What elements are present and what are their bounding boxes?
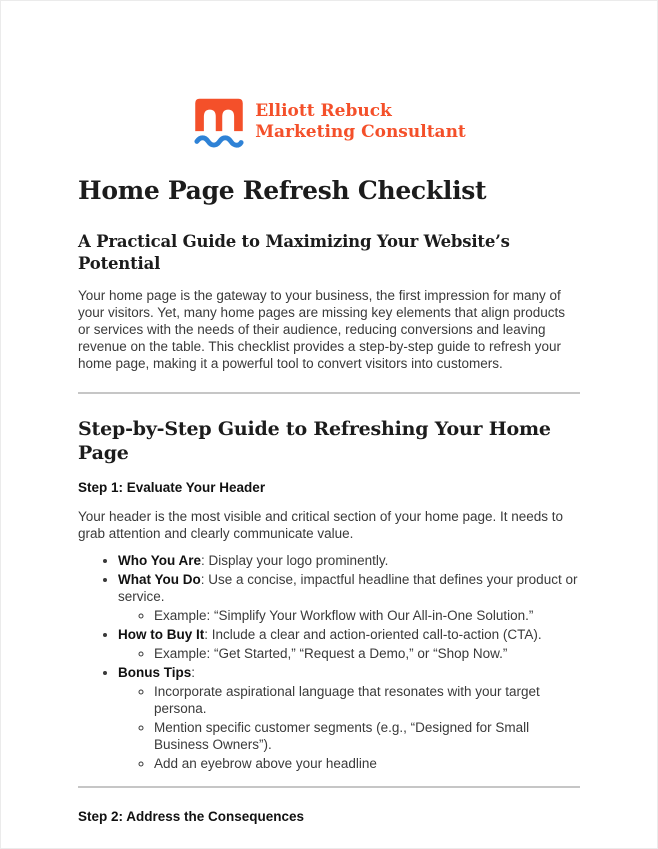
bullet-text: : Include a clear and action-oriented call-to-action (CTA). [204, 627, 542, 642]
brand-name [255, 101, 466, 143]
step1-bullet-list [78, 552, 580, 772]
sub-list [118, 607, 580, 624]
bullet-lead: What You Do [118, 572, 201, 587]
section-divider-2 [78, 786, 580, 788]
sub-list-item: ◦ Example: “Simplify Your Workflow with Our All-in-One Solution.” [154, 607, 580, 624]
sub-list-item: ◦ Example: “Get Started,” “Request a Demo,” or “Shop Now.” [154, 645, 580, 662]
bullet-lead: Bonus Tips [118, 665, 192, 680]
intro-paragraph: Your home page is the gateway to your business, the first impression for many of your visitors. Yet, many home pages are missing key elements that align products or services with the needs of their audience, reducing conversions and leaving revenue on the table. This checklist provides a step-by-step guide to refresh your home page, making it a powerful tool to convert visitors into customers. [78, 288, 565, 371]
brand-header [1, 95, 657, 149]
brand-name-line2: Marketing Consultant [255, 122, 466, 142]
sub-list-item: ◦ Incorporate aspirational language that resonates with your target persona. [154, 683, 580, 717]
step1-heading: Step 1: Evaluate Your Header [78, 480, 266, 495]
sub-list [118, 683, 580, 772]
section-heading: Step-by-Step Guide to Refreshing Your Home Page [78, 418, 551, 464]
brand-name-line1: Elliott Rebuck [255, 101, 392, 121]
list-item-who-you-are [118, 552, 580, 569]
section-divider-1 [78, 392, 580, 394]
bullet-text: : Use a concise, impactful headline that defines your product or service. [118, 572, 578, 604]
document-content [1, 177, 657, 825]
bullet-text: : [191, 665, 196, 680]
sub-list [118, 645, 580, 662]
bridge-over-water-icon [192, 95, 246, 149]
bullet-lead: Who You Are [118, 553, 201, 568]
sub-list-item: ◦ Add an eyebrow above your headline [154, 755, 580, 772]
page-subtitle: A Practical Guide to Maximizing Your Website’s Potential [78, 232, 510, 273]
sub-list-item: ◦ Mention specific customer segments (e.g., “Designed for Small Business Owners”). [154, 719, 580, 753]
list-item-bonus-tips [118, 664, 580, 772]
step2-heading: Step 2: Address the Consequences [78, 809, 305, 824]
page-title: Home Page Refresh Checklist [78, 176, 487, 205]
bullet-text: : Display your logo prominently. [201, 553, 389, 568]
list-item-how-to-buy-it [118, 626, 580, 662]
bullet-lead: How to Buy It [118, 627, 205, 642]
list-item-what-you-do [118, 571, 580, 624]
step1-paragraph: Your header is the most visible and critical section of your home page. It needs to grab attention and clearly communicate value. [78, 509, 564, 541]
